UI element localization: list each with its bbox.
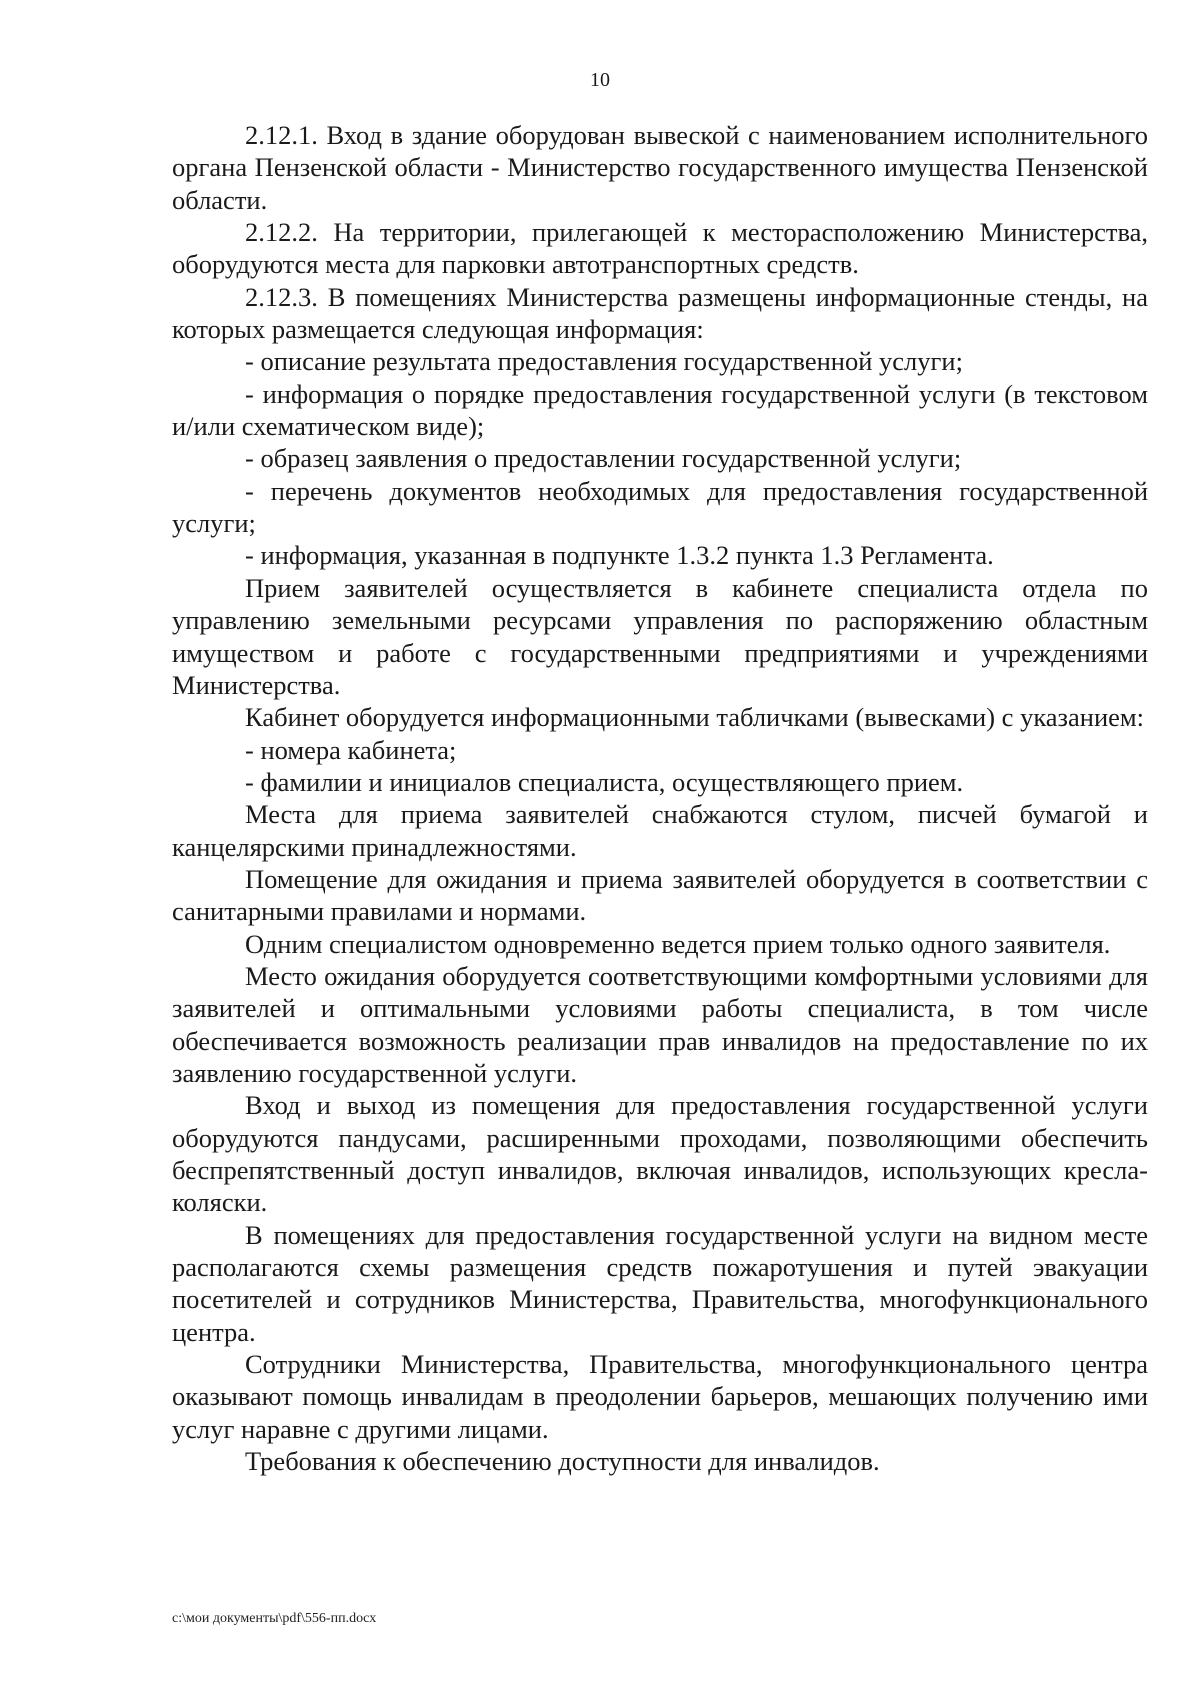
paragraph: Прием заявителей осуществляется в кабинете специалиста отдела по управлению земельными ресурсами управления по распоряжению областным имуществом и работе с государственными предприятиями и учреждениями Министерства. bbox=[172, 572, 1148, 700]
paragraph: Одним специалистом одновременно ведется прием только одного заявителя. bbox=[245, 928, 1111, 959]
list-item: - фамилии и инициалов специалиста, осуществляющего прием. bbox=[245, 766, 964, 797]
paragraph-2-12-1: 2.12.1. Вход в здание оборудован вывеской с наименованием исполнительного органа Пензенской области - Министерство государственного имущества Пензенской области. bbox=[172, 120, 1148, 215]
paragraph: Помещение для ожидания и приема заявителей оборудуется в соответствии с санитарными правилами и нормами. bbox=[172, 863, 1148, 927]
paragraph: Вход и выход из помещения для предоставления государственной услуги оборудуются пандусами, расширенными проходами, позволяющими обеспечить беспрепятственный доступ инвалидов, включая инвалидов, использующих кресла-коляски. bbox=[172, 1090, 1148, 1218]
list-item: - описание результата предоставления государственной услуги; bbox=[245, 346, 963, 377]
paragraph: Места для приема заявителей снабжаются стулом, писчей бумагой и канцелярскими принадлежностями. bbox=[172, 799, 1148, 862]
paragraph: Требования к обеспечению доступности для инвалидов. bbox=[245, 1446, 880, 1477]
paragraph: В помещениях для предоставления государственной услуги на видном месте располагаются схемы размещения средств пожаротушения и путей эвакуации посетителей и сотрудников Министерства, Правительства, многофункционального центра. bbox=[172, 1219, 1148, 1347]
footer-file-path: c:\мои документы\pdf\556-пп.docx bbox=[172, 1611, 377, 1626]
paragraph: Место ожидания оборудуется соответствующими комфортными условиями для заявителей и оптимальными условиями работы специалиста, в том числе обеспечивается возможность реализации прав инвалидов на предоставление по их заявлению государственной услуги. bbox=[172, 960, 1148, 1088]
document-body bbox=[172, 119, 1148, 1477]
list-item: - информация о порядке предоставления государственной услуги (в текстовом и/или схематическом виде); bbox=[172, 378, 1148, 442]
paragraph: Сотрудники Министерства, Правительства, многофункционального центра оказывают помощь инвалидам в преодолении барьеров, мешающих получению ими услуг наравне с другими лицами. bbox=[172, 1349, 1148, 1444]
list-item: - информация, указанная в подпункте 1.3.2 пункта 1.3 Регламента. bbox=[245, 540, 994, 571]
paragraph: Кабинет оборудуется информационными табличками (вывесками) с указанием: bbox=[245, 702, 1145, 733]
list-item: - перечень документов необходимых для предоставления государственной услуги; bbox=[172, 475, 1148, 539]
paragraph-2-12-3: 2.12.3. В помещениях Министерства размещены информационные стенды, на которых размещается следующая информация: bbox=[172, 281, 1148, 345]
page-number: 10 bbox=[590, 69, 610, 91]
list-item: - образец заявления о предоставлении государственной услуги; bbox=[245, 443, 962, 474]
list-item: - номера кабинета; bbox=[245, 734, 457, 765]
paragraph-2-12-2: 2.12.2. На территории, прилегающей к месторасположению Министерства, оборудуются места для парковки автотранспортных средств. bbox=[172, 217, 1148, 280]
